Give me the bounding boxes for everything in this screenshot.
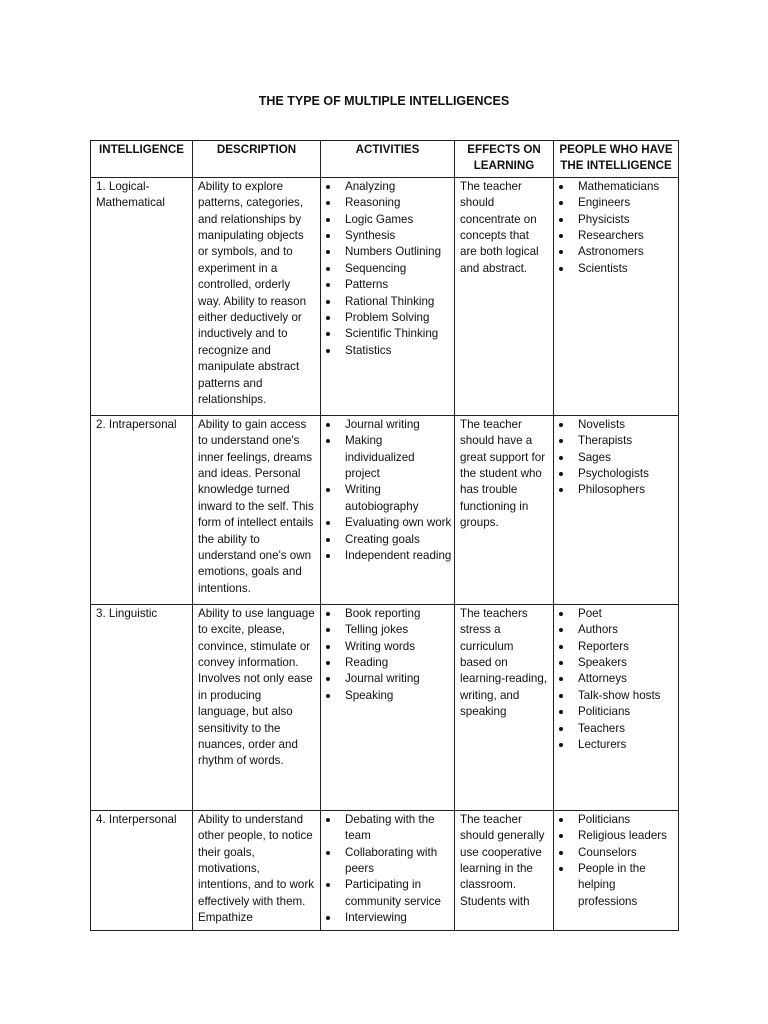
list-item: People in the helping professions <box>556 861 676 910</box>
people-cell <box>554 177 679 415</box>
table-row <box>91 604 679 810</box>
list-item: Creating goals <box>323 532 452 548</box>
list-item: Independent reading <box>323 548 452 564</box>
list-item: Telling jokes <box>323 622 452 638</box>
list-item: Therapists <box>556 433 676 449</box>
list-item: Astronomers <box>556 244 676 260</box>
intelligence-cell: 1. Logical-Mathematical <box>91 177 193 415</box>
intelligences-table <box>90 140 679 931</box>
list-item: Reporters <box>556 639 676 655</box>
list-item: Speaking <box>323 688 452 704</box>
list-item: Numbers Outlining <box>323 244 452 260</box>
list-item: Patterns <box>323 277 452 293</box>
list-item: Writing autobiography <box>323 482 452 515</box>
list-item: Problem Solving <box>323 310 452 326</box>
list-item: Reasoning <box>323 195 452 211</box>
list-item: Rational Thinking <box>323 294 452 310</box>
list-item: Researchers <box>556 228 676 244</box>
list-item: Sages <box>556 450 676 466</box>
list-item: Psychologists <box>556 466 676 482</box>
list-item: Reading <box>323 655 452 671</box>
people-cell <box>554 415 679 604</box>
list-item: Politicians <box>556 704 676 720</box>
list-item: Physicists <box>556 212 676 228</box>
table-header-row <box>91 141 679 178</box>
list-item: Engineers <box>556 195 676 211</box>
header-intelligence: INTELLIGENCE <box>91 141 193 178</box>
list-item: Poet <box>556 606 676 622</box>
list-item: Evaluating own work <box>323 515 452 531</box>
list-item: Sequencing <box>323 261 452 277</box>
intelligence-cell: 3. Linguistic <box>91 604 193 810</box>
list-item: Politicians <box>556 812 676 828</box>
activities-cell <box>321 177 455 415</box>
list-item: Synthesis <box>323 228 452 244</box>
activities-cell-list <box>323 606 452 704</box>
list-item: Mathematicians <box>556 179 676 195</box>
list-item: Book reporting <box>323 606 452 622</box>
header-activities: ACTIVITIES <box>321 141 455 178</box>
table-row <box>91 177 679 415</box>
effects-cell: The teacher should concentrate on concepts that are both logical and abstract. <box>455 177 554 415</box>
effects-cell: The teacher should have a great support for the student who has trouble functioning in groups. <box>455 415 554 604</box>
list-item: Authors <box>556 622 676 638</box>
intelligence-cell: 4. Interpersonal <box>91 810 193 930</box>
list-item: Interviewing <box>323 910 452 926</box>
activities-cell-list <box>323 417 452 565</box>
description-cell: Ability to gain access to understand one's inner feelings, dreams and ideas. Personal knowledge turned inward to the self. This form of intellect entails the ability to understand one's own emotions, goals and intentions. <box>193 415 321 604</box>
description-cell: Ability to understand other people, to notice their goals, motivations, intentions, and to work effectively with them. Empathize <box>193 810 321 930</box>
list-item: Scientists <box>556 261 676 277</box>
list-item: Lecturers <box>556 737 676 753</box>
list-item: Making individualized project <box>323 433 452 482</box>
list-item: Journal writing <box>323 671 452 687</box>
header-people: PEOPLE WHO HAVE THE INTELLIGENCE <box>554 141 679 178</box>
list-item: Logic Games <box>323 212 452 228</box>
people-cell-list <box>556 179 676 277</box>
document-title: THE TYPE OF MULTIPLE INTELLIGENCES <box>258 94 510 108</box>
list-item: Collaborating with peers <box>323 845 452 878</box>
list-item: Attorneys <box>556 671 676 687</box>
effects-cell: The teacher should generally use cooperative learning in the classroom. Students with <box>455 810 554 930</box>
list-item: Religious leaders <box>556 828 676 844</box>
table-row <box>91 415 679 604</box>
table-row <box>91 810 679 930</box>
intelligence-cell: 2. Intrapersonal <box>91 415 193 604</box>
header-effects-on-learning: EFFECTS ON LEARNING <box>455 141 554 178</box>
activities-cell-list <box>323 179 452 359</box>
activities-cell-list <box>323 812 452 927</box>
activities-cell <box>321 604 455 810</box>
people-cell-list <box>556 417 676 499</box>
list-item: Novelists <box>556 417 676 433</box>
activities-cell <box>321 810 455 930</box>
table-body <box>91 177 679 930</box>
people-cell-list <box>556 606 676 754</box>
list-item: Teachers <box>556 721 676 737</box>
list-item: Participating in community service <box>323 877 452 910</box>
list-item: Writing words <box>323 639 452 655</box>
activities-cell <box>321 415 455 604</box>
list-item: Journal writing <box>323 417 452 433</box>
effects-cell: The teachers stress a curriculum based on learning-reading, writing, and speaking <box>455 604 554 810</box>
people-cell <box>554 810 679 930</box>
list-item: Philosophers <box>556 482 676 498</box>
list-item: Counselors <box>556 845 676 861</box>
description-cell: Ability to use language to excite, please, convince, stimulate or convey information. Involves not only ease in producing language, but also sensitivity to the nuances, order and rhythm of words. <box>193 604 321 810</box>
list-item: Statistics <box>323 343 452 359</box>
list-item: Analyzing <box>323 179 452 195</box>
description-cell: Ability to explore patterns, categories, and relationships by manipulating objects or symbols, and to experiment in a controlled, orderly way. Ability to reason either deductively or inductively and to recognize and manipulate abstract patterns and relationships. <box>193 177 321 415</box>
people-cell <box>554 604 679 810</box>
list-item: Scientific Thinking <box>323 326 452 342</box>
list-item: Debating with the team <box>323 812 452 845</box>
list-item: Talk-show hosts <box>556 688 676 704</box>
list-item: Speakers <box>556 655 676 671</box>
header-description: DESCRIPTION <box>193 141 321 178</box>
people-cell-list <box>556 812 676 910</box>
